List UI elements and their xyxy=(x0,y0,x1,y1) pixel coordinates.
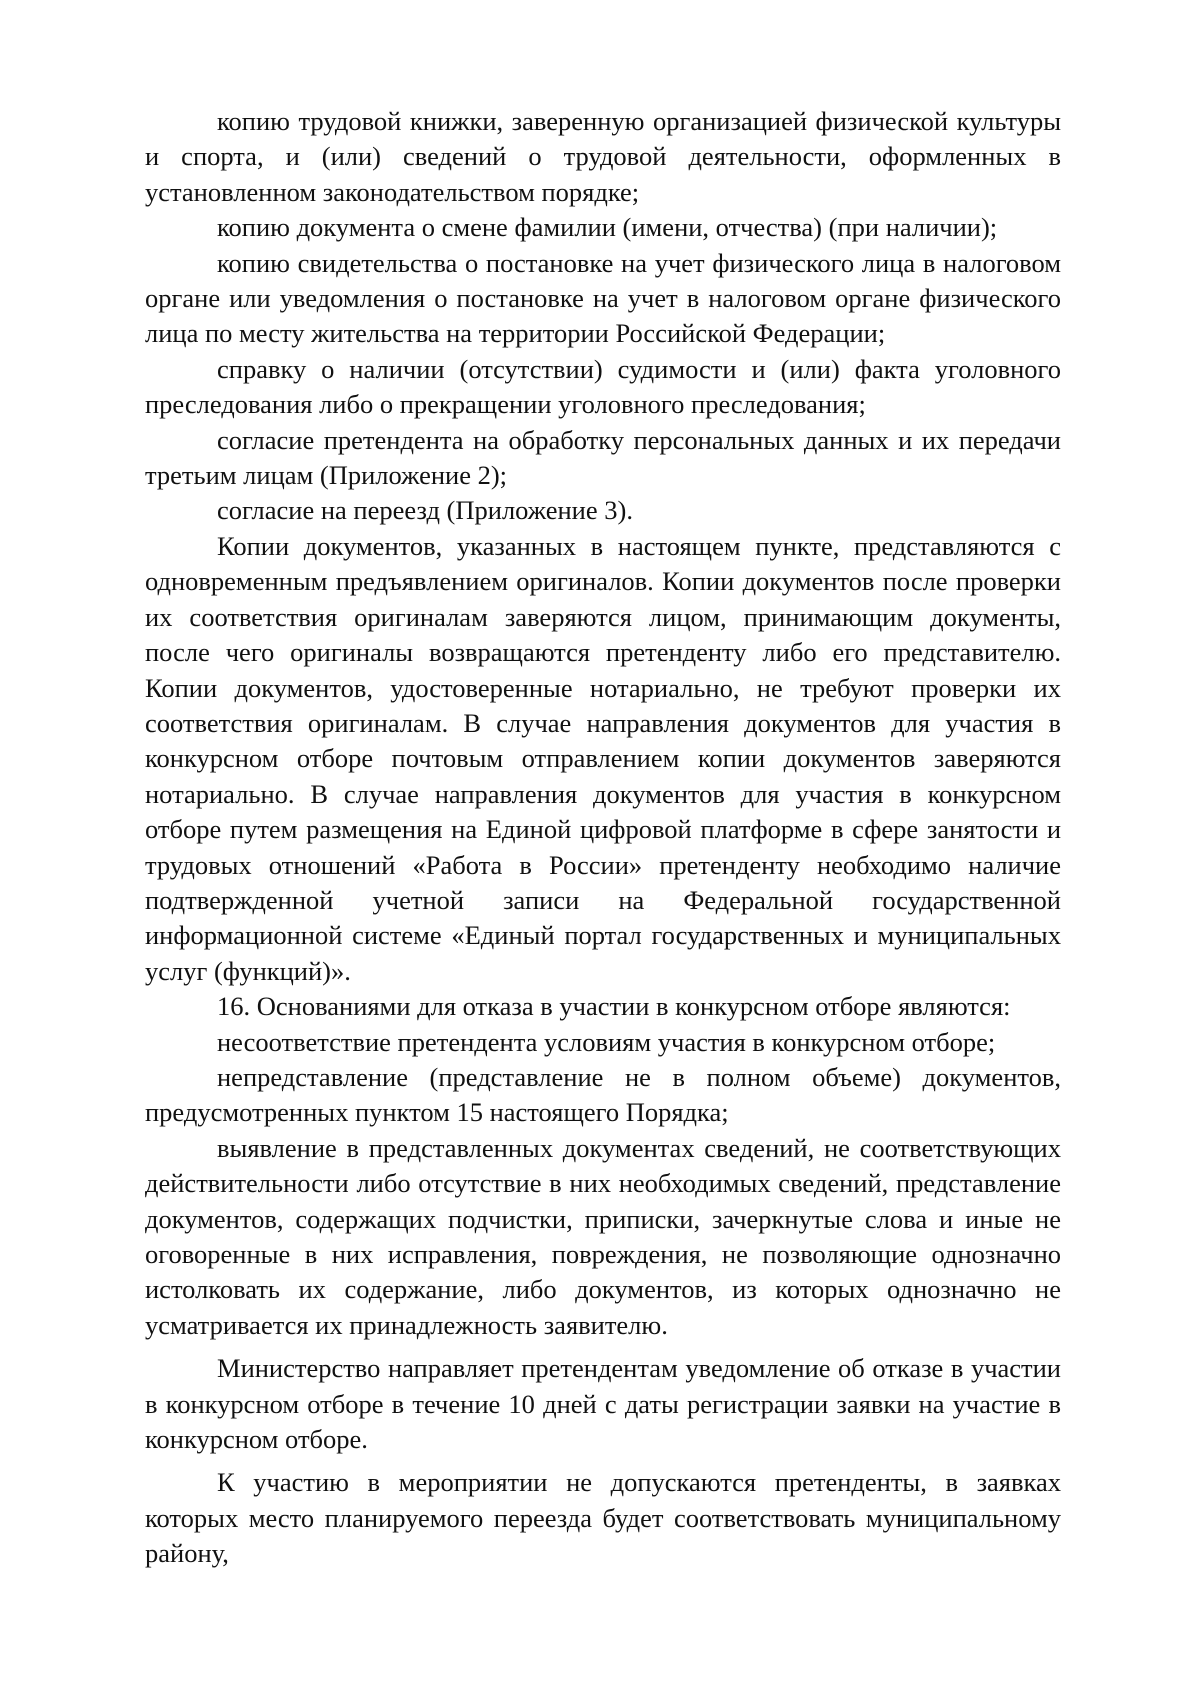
paragraph-admission-exclusion: К участию в мероприятии не допускаются претенденты, в заявках которых место планируемого переезда будет соответствовать муниципальному району, xyxy=(145,1467,1061,1569)
paragraph-tax-registration-copy: копию свидетельства о постановке на учет физического лица в налоговом органе или уведомления о постановке на учет в налоговом органе физического лица по месту жительства на территории Российской Федерации; xyxy=(145,247,1061,349)
paragraph-refusal-ground-noncompliance: несоответствие претендента условиям участия в конкурсном отборе; xyxy=(217,1026,996,1057)
paragraph-refusal-grounds-heading: 16. Основаниями для отказа в участии в конкурсном отборе являются: xyxy=(217,991,1011,1022)
paragraph-relocation-consent: согласие на переезд (Приложение 3). xyxy=(217,495,633,526)
paragraph-refusal-ground-false-information: выявление в представленных документах сведений, не соответствующих действительности либо отсутствие в них необходимых сведений, представление документов, содержащих подчистки, приписки, зачеркнутые слова и иные не оговоренные в них исправления, повреждения, не позволяющие однозначно истолковать их содержание, либо документов, из которых однозначно не усматривается их принадлежность заявителю. xyxy=(145,1132,1061,1340)
paragraph-refusal-ground-missing-documents: непредставление (представление не в полном объеме) документов, предусмотренных пунктом 15 настоящего Порядка; xyxy=(145,1061,1061,1128)
paragraph-labor-book-copy: копию трудовой книжки, заверенную организацией физической культуры и спорта, и (или) сведений о трудовой деятельности, оформленных в установленном законодательством порядке; xyxy=(145,106,1061,207)
paragraph-criminal-record-certificate: справку о наличии (отсутствии) судимости и (или) факта уголовного преследования либо о прекращении уголовного преследования; xyxy=(145,353,1061,420)
paragraph-personal-data-consent: согласие претендента на обработку персональных данных и их передачи третьим лицам (Приложение 2); xyxy=(145,424,1061,491)
paragraph-document-copies-procedure: Копии документов, указанных в настоящем пункте, представляются с одновременным предъявлением оригиналов. Копии документов после проверки их соответствия оригиналам заверяются лицом, принимающим документы, после чего оригиналы возвращаются претенденту либо его представителю. Копии документов, удостоверенные нотариально, не требуют проверки их соответствия оригиналам. В случае направления документов для участия в конкурсном отборе почтовым отправлением копии документов заверяются нотариально. В случае направления документов для участия в конкурсном отборе путем размещения на Единой цифровой платформе в сфере занятости и трудовых отношений «Работа в России» претенденту необходимо наличие подтвержденной учетной записи на Федеральной государственной информационной системе «Единый портал государственных и муниципальных услуг (функций)». xyxy=(145,530,1061,986)
paragraph-refusal-notification: Министерство направляет претендентам уведомление об отказе в участии в конкурсном отборе в течение 10 дней с даты регистрации заявки на участие в конкурсном отборе. xyxy=(145,1353,1061,1455)
paragraph-name-change-copy: копию документа о смене фамилии (имени, отчества) (при наличии); xyxy=(217,212,998,243)
document-page xyxy=(145,104,1061,1572)
